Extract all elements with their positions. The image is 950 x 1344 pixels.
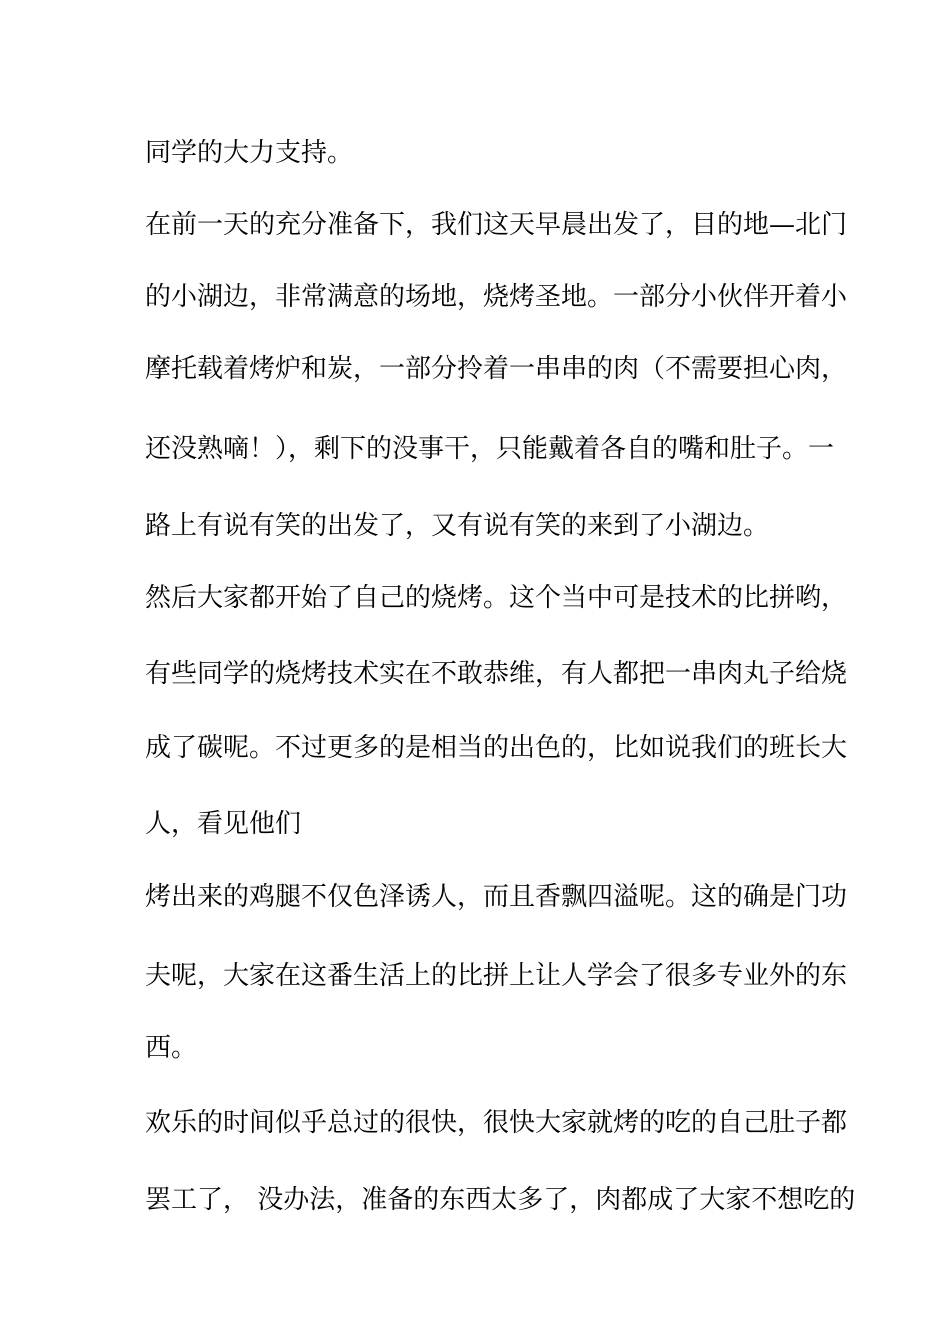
text-line: 的小湖边，非常满意的场地，烧烤圣地。一部分小伙伴开着小 — [145, 282, 848, 312]
text-line: 有些同学的烧烤技术实在不敢恭维，有人都把一串肉丸子给烧 — [145, 659, 848, 689]
text-line: 夫呢，大家在这番生活上的比拼上让人学会了很多专业外的东 — [145, 961, 848, 991]
text-line: 欢乐的时间似乎总过的很快，很快大家就烤的吃的自己肚子都 — [145, 1108, 848, 1138]
text-line: 同学的大力支持。 — [145, 138, 354, 168]
text-line: 路上有说有笑的出发了，又有说有笑的来到了小湖边。 — [145, 511, 770, 541]
text-line: 然后大家都开始了自己的烧烤。这个当中可是技术的比拼哟， — [145, 583, 848, 613]
text-line: 摩托载着烤炉和炭，一部分拎着一串串的肉（不需要担心肉， — [145, 354, 848, 384]
text-line: 罢工了， 没办法，准备的东西太多了，肉都成了大家不想吃的 — [145, 1185, 856, 1215]
text-line: 烤出来的鸡腿不仅色泽诱人，而且香飘四溢呢。这的确是门功 — [145, 882, 848, 912]
text-line: 人，看见他们 — [145, 809, 302, 839]
text-line: 西。 — [145, 1033, 198, 1063]
text-line: 成了碳呢。不过更多的是相当的出色的，比如说我们的班长大 — [145, 733, 848, 763]
text-line: 还没熟嘀！），剩下的没事干，只能戴着各自的嘴和肚子。一 — [145, 434, 835, 464]
text-line: 在前一天的充分准备下，我们这天早晨出发了，目的地—北门 — [145, 210, 848, 240]
